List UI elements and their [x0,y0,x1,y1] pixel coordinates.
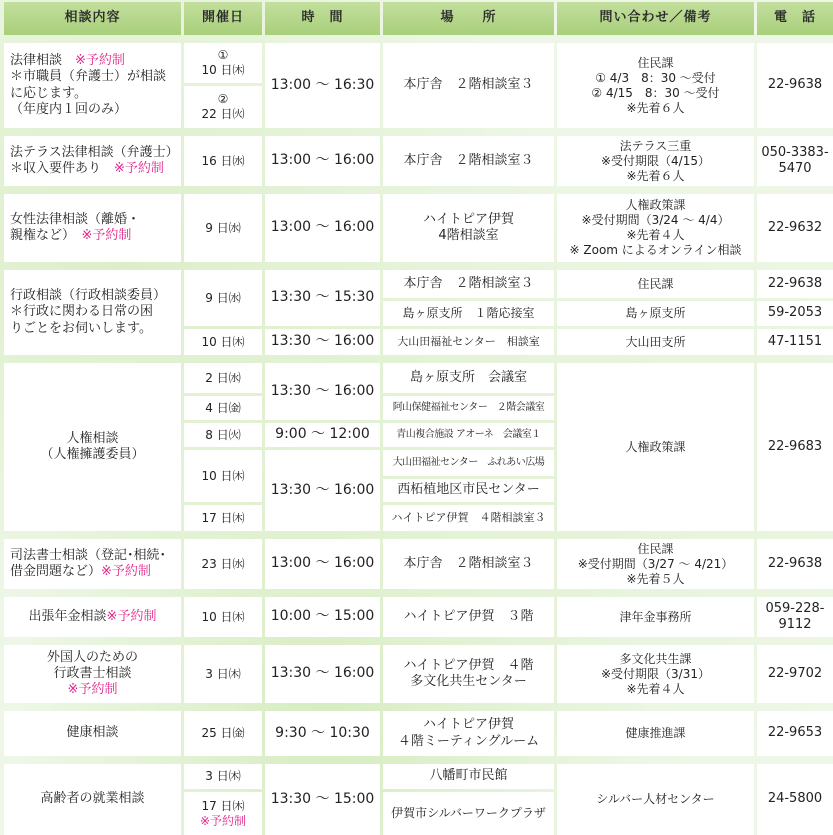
judicial-scrivener-line2 [10,564,151,580]
legal-date-1-day: 10 日㈭ [201,63,245,77]
reservation-tag: ※予約制 [114,161,164,176]
administrative-contact-3: 大山田支所 [557,329,754,355]
header-contact: 問い合わせ／備考 [557,2,754,35]
reservation-tag: ※予約制 [75,53,125,68]
legal-phone: 22-9638 [757,43,833,128]
row-foreigner-content [4,645,181,703]
legal-title-line [10,53,125,69]
houterasu-place: 本庁舎 ２階相談室３ [383,136,554,186]
row-women-legal-content [4,194,181,262]
judicial-scrivener-title-2: 借金問題など） [10,564,102,579]
legal-contact [557,43,754,128]
legal-note-2: に応じます。 [10,85,87,101]
pension-place: ハイトピア伊賀 ３階 [383,597,554,637]
foreigner-place-l1: ハイトピア伊賀 ４階 [403,657,534,673]
human-rights-subtitle: （人権擁護委員） [40,447,145,462]
foreigner-contact-line3: ※先着４人 [626,681,685,696]
houterasu-contact-line2: ※受付期限（4/15） [600,153,710,168]
senior-employment-place-1: 八幡町市民館 [383,764,554,789]
legal-date-2-day: 22 日㈫ [201,107,245,121]
administrative-title: 行政相談（行政相談委員） [10,288,167,304]
judicial-scrivener-phone: 22-9638 [757,539,833,589]
foreigner-title-2: 行政書士相談 [53,665,132,681]
senior-employment-place-2: 伊賀市シルバーワークプラザ [383,792,554,835]
foreigner-contact [557,645,754,703]
human-rights-date-5: 17 日㈭ [184,505,262,531]
judicial-scrivener-title: 司法書士相談（登記･相続･ [10,547,167,563]
legal-contact-line3: ② 4/15 8：30 〜受付 [591,85,720,100]
header-place: 場 所 [383,2,554,35]
pension-time: 10:00 〜 15:00 [265,597,380,637]
senior-employment-date-2-day: 17 日㈭ [201,798,245,813]
women-legal-place [383,194,554,262]
judicial-scrivener-contact-line3: ※先着５人 [626,571,685,586]
houterasu-phone-l2: 5470 [778,161,812,176]
houterasu-time: 13:00 〜 16:00 [265,136,380,186]
health-contact: 健康推進課 [557,711,754,756]
judicial-scrivener-contact [557,539,754,589]
pension-phone-l1: 059-228- [765,600,825,616]
administrative-time-1: 13:30 〜 15:30 [265,270,380,326]
legal-place: 本庁舎 ２階相談室３ [383,43,554,128]
administrative-note-1: ＊行政に関わる日常の困 [10,304,154,320]
human-rights-place-1: 島ヶ原支所 会議室 [383,363,554,393]
human-rights-date-2: 4 日㈮ [184,396,262,420]
administrative-contact-2: 島ヶ原支所 [557,301,754,326]
legal-date-2 [184,86,262,128]
legal-title: 法律相談 [10,53,63,68]
administrative-time-2: 13:30 〜 16:00 [265,329,380,355]
administrative-phone-3: 47-1151 [757,329,833,355]
human-rights-time-3: 13:30 〜 16:00 [265,450,380,531]
reservation-tag: ※予約制 [199,813,247,828]
judicial-scrivener-contact-dept: 住民課 [637,541,674,556]
administrative-phone-2: 59-2053 [757,301,833,326]
legal-contact-line2: ① 4/3 8：30 〜受付 [595,70,716,85]
row-human-rights-content [4,363,181,531]
human-rights-time-2: 9:00 〜 12:00 [265,423,380,447]
legal-contact-dept: 住民課 [637,55,674,70]
administrative-contact-1: 住民課 [557,270,754,298]
women-legal-contact-line3: ※先着４人 [626,228,685,242]
senior-employment-phone: 24-5800 [757,764,833,835]
administrative-note-2: りごとをお伺いします。 [10,320,152,336]
legal-contact-line4: ※先着６人 [626,100,685,115]
women-legal-place-l2: 4階相談室 [438,228,499,243]
legal-time: 13:00 〜 16:30 [265,43,380,128]
pension-title-line [29,609,157,625]
senior-employment-contact: シルバー人材センター [557,764,754,835]
legal-date-1 [184,43,262,83]
foreigner-place [383,645,554,703]
foreigner-place-l2: 多文化共生センター [410,674,527,689]
row-pension-content [4,597,181,637]
header-date: 開催日 [184,2,262,35]
legal-note-3: （年度内１回のみ） [10,101,128,117]
legal-date-2-num: ② [217,92,229,106]
foreigner-title-1: 外国人のための [46,649,138,665]
houterasu-phone-l1: 050-3383- [761,144,829,160]
row-health-content: 健康相談 [4,711,181,756]
senior-employment-time: 13:30 〜 15:00 [265,764,380,835]
women-legal-contact-dept: 人権政策課 [625,198,686,212]
human-rights-date-1: 2 日㈬ [184,363,262,393]
administrative-place-3: 大山田福祉センター 相談室 [383,329,554,355]
judicial-scrivener-time: 13:00 〜 16:00 [265,539,380,589]
health-date: 25 日㈮ [184,711,262,756]
houterasu-phone [757,136,833,186]
administrative-place-2: 島ヶ原支所 １階応接室 [383,301,554,326]
senior-employment-date-2 [184,792,262,835]
houterasu-title: 法テラス法律相談（弁護士） [10,144,179,160]
row-legal-content [4,43,181,128]
legal-date-1-num: ① [217,48,229,62]
administrative-phone-1: 22-9638 [757,270,833,298]
houterasu-note-line [10,161,164,177]
women-legal-line2 [10,228,131,244]
header-phone: 電 話 [757,2,833,35]
houterasu-note: ＊収入要件あり [10,161,102,176]
women-legal-date: 9 日㈬ [184,194,262,262]
header-time: 時 間 [265,2,380,35]
human-rights-place-6: ハイトピア伊賀 ４階相談室３ [383,505,554,531]
judicial-scrivener-contact-line2: ※受付期間（3/27 〜 4/21） [577,556,734,571]
pension-phone-l2: 9112 [778,617,812,632]
human-rights-phone: 22-9683 [757,363,833,531]
human-rights-place-2: 阿山保健福祉センター ２階会議室 [383,396,554,420]
pension-title: 出張年金相談 [28,608,107,624]
foreigner-contact-dept: 多文化共生課 [619,651,692,666]
legal-note-1: ＊市職員（弁護士）が相談 [10,69,167,85]
human-rights-contact: 人権政策課 [557,363,754,531]
human-rights-date-3: 8 日㈫ [184,423,262,447]
reservation-tag: ※予約制 [81,228,132,243]
women-legal-contact-line4: ※ Zoom によるオンライン相談 [569,243,742,257]
administrative-place-1: 本庁舎 ２階相談室３ [383,270,554,298]
houterasu-contact [557,136,754,186]
women-legal-time: 13:00 〜 16:00 [265,194,380,262]
row-houterasu-content [4,136,181,186]
header-content: 相談内容 [4,2,181,35]
reservation-tag: ※予約制 [106,608,157,624]
administrative-date-1: 9 日㈬ [184,270,262,326]
pension-phone [757,597,833,637]
health-place [383,711,554,756]
row-senior-employment-content: 高齢者の就業相談 [4,764,181,835]
health-phone: 22-9653 [757,711,833,756]
reservation-tag: ※予約制 [101,564,151,579]
women-legal-contact-line2: ※受付期間（3/24 〜 4/4） [581,213,730,227]
judicial-scrivener-place: 本庁舎 ２階相談室３ [383,539,554,589]
foreigner-phone: 22-9702 [757,645,833,703]
judicial-scrivener-date: 23 日㈬ [184,539,262,589]
pension-contact: 津年金事務所 [557,597,754,637]
human-rights-time-1: 13:30 〜 16:00 [265,363,380,420]
senior-employment-date-1: 3 日㈭ [184,764,262,789]
women-legal-title: 女性法律相談（離婚・ [10,211,141,227]
human-rights-title: 人権相談 [66,430,119,446]
reservation-tag: ※予約制 [67,682,118,698]
foreigner-date: 3 日㈭ [184,645,262,703]
pension-date: 10 日㈭ [184,597,262,637]
women-legal-title-2: 親権など） [10,228,69,243]
health-place-l2: ４階ミーティングルーム [397,733,540,749]
health-time: 9:30 〜 10:30 [265,711,380,756]
houterasu-date: 16 日㈬ [184,136,262,186]
human-rights-place-3: 青山複合施設 アオーネ 会議室１ [383,423,554,447]
health-place-l1: ハイトピア伊賀 [422,717,514,733]
human-rights-place-4: 大山田福祉センター ふれあい広場 [383,450,554,476]
women-legal-place-l1: ハイトピア伊賀 [422,211,514,227]
row-judicial-scrivener-content [4,539,181,589]
administrative-date-2: 10 日㈭ [184,329,262,355]
women-legal-contact [557,194,754,262]
foreigner-time: 13:30 〜 16:00 [265,645,380,703]
row-administrative-content [4,270,181,355]
houterasu-contact-line3: ※先着６人 [626,168,685,183]
human-rights-date-4: 10 日㈭ [184,450,262,502]
foreigner-contact-line2: ※受付期限（3/31） [600,666,710,681]
houterasu-contact-org: 法テラス三重 [619,138,692,153]
women-legal-phone: 22-9632 [757,194,833,262]
human-rights-place-5: 西柘植地区市民センター [383,479,554,502]
